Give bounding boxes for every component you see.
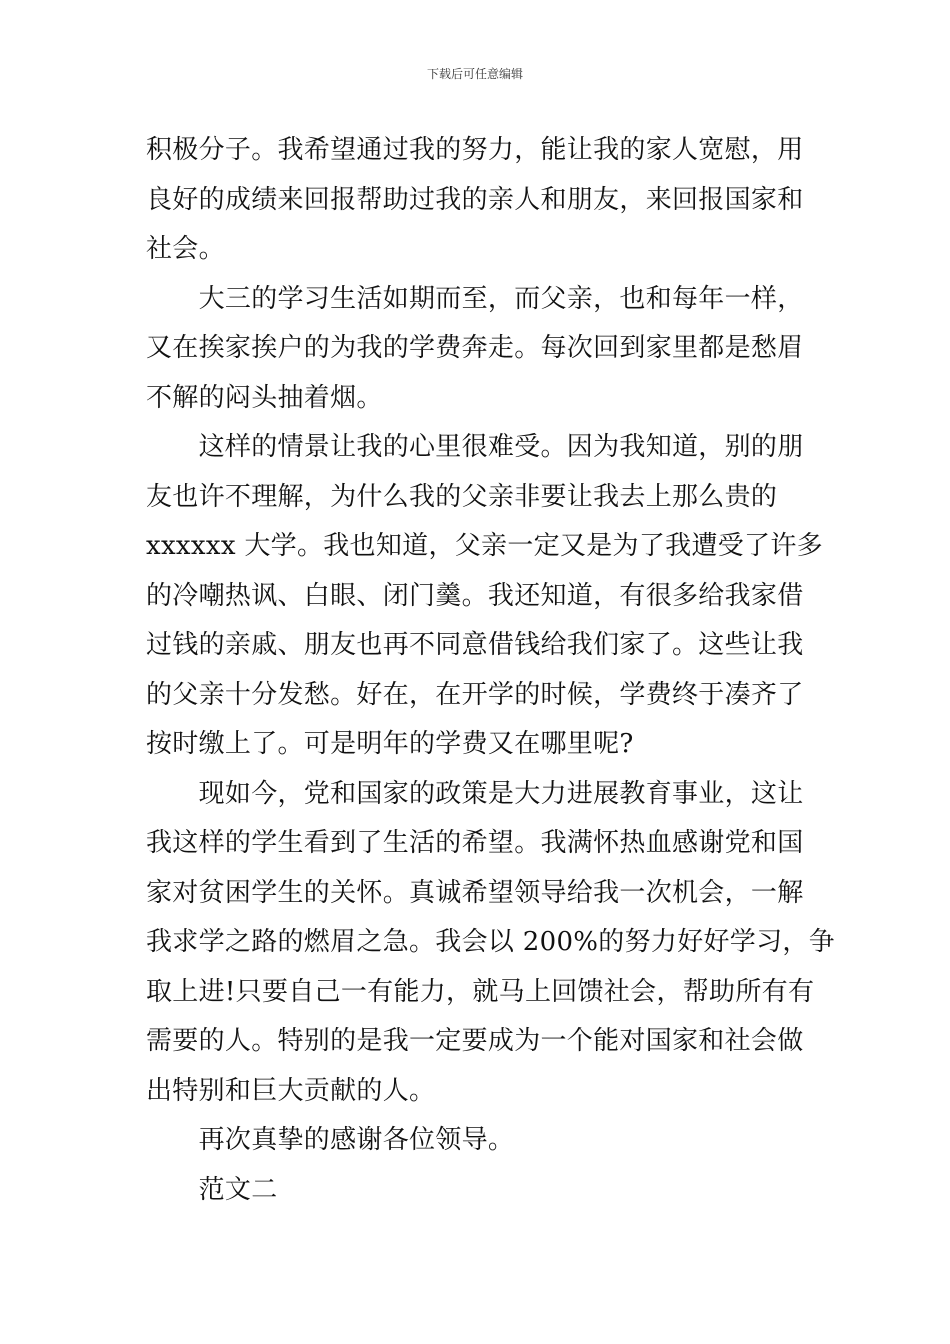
text-line: 的父亲十分发愁。好在，在开学的时候，学费终于凑齐了 [146, 679, 804, 710]
paragraph-5 [146, 1116, 812, 1166]
text-line: 友也许不理解，为什么我的父亲非要让我去上那么贵的 [146, 481, 778, 512]
text-line: 良好的成绩来回报帮助过我的亲人和朋友，来回报国家和 [146, 184, 804, 215]
text-line: 过钱的亲戚、朋友也再不同意借钱给我们家了。这些让我 [146, 630, 804, 660]
text-line: xxxxxx 大学。我也知道，父亲一定又是为了我遭受了许多 [146, 531, 823, 561]
text-line: 取上进!只要自己一有能力，就马上回馈社会，帮助所有有 [146, 976, 815, 1007]
paragraph-3 [146, 423, 823, 770]
text-line: 的冷嘲热讽、白眼、闭门羹。我还知道，有很多给我家借 [146, 580, 804, 611]
text-line: 现如今，党和国家的政策是大力进展教育事业，这让 [146, 778, 804, 809]
text-line: 大三的学习生活如期而至，而父亲，也和每年一样， [146, 283, 804, 314]
text-line: 出特别和巨大贡献的人。 [146, 1075, 436, 1106]
paragraph-2 [146, 275, 812, 424]
text-line: 需要的人。特别的是我一定要成为一个能对国家和社会做 [146, 1026, 804, 1056]
text-line: 积极分子。我希望通过我的努力，能让我的家人宽慰，用 [146, 135, 804, 165]
text-line: 再次真挚的感谢各位领导。 [146, 1125, 515, 1155]
text-line: 这样的情景让我的心里很难受。因为我知道，别的朋 [146, 432, 804, 462]
text-line: 社会。 [146, 234, 225, 264]
page-header: 下载后可任意编辑 [426, 67, 523, 81]
text-line: 按时缴上了。可是明年的学费又在哪里呢? [146, 729, 634, 759]
paragraph-6 [146, 1166, 812, 1216]
text-line: 我求学之路的燃眉之急。我会以 200%的努力好好学习，争 [146, 927, 835, 957]
text-line: 我这样的学生看到了生活的希望。我满怀热血感谢党和国 [146, 828, 804, 858]
text-line: 又在挨家挨户的为我的学费奔走。每次回到家里都是愁眉 [146, 333, 804, 363]
document-body [146, 126, 835, 1215]
text-line: 不解的闷头抽着烟。 [146, 382, 383, 413]
text-line: 范文二 [146, 1174, 278, 1205]
paragraph-1 [146, 126, 812, 275]
paragraph-4 [146, 770, 835, 1117]
text-line: 家对贫困学生的关怀。真诚希望领导给我一次机会，一解 [146, 877, 804, 908]
